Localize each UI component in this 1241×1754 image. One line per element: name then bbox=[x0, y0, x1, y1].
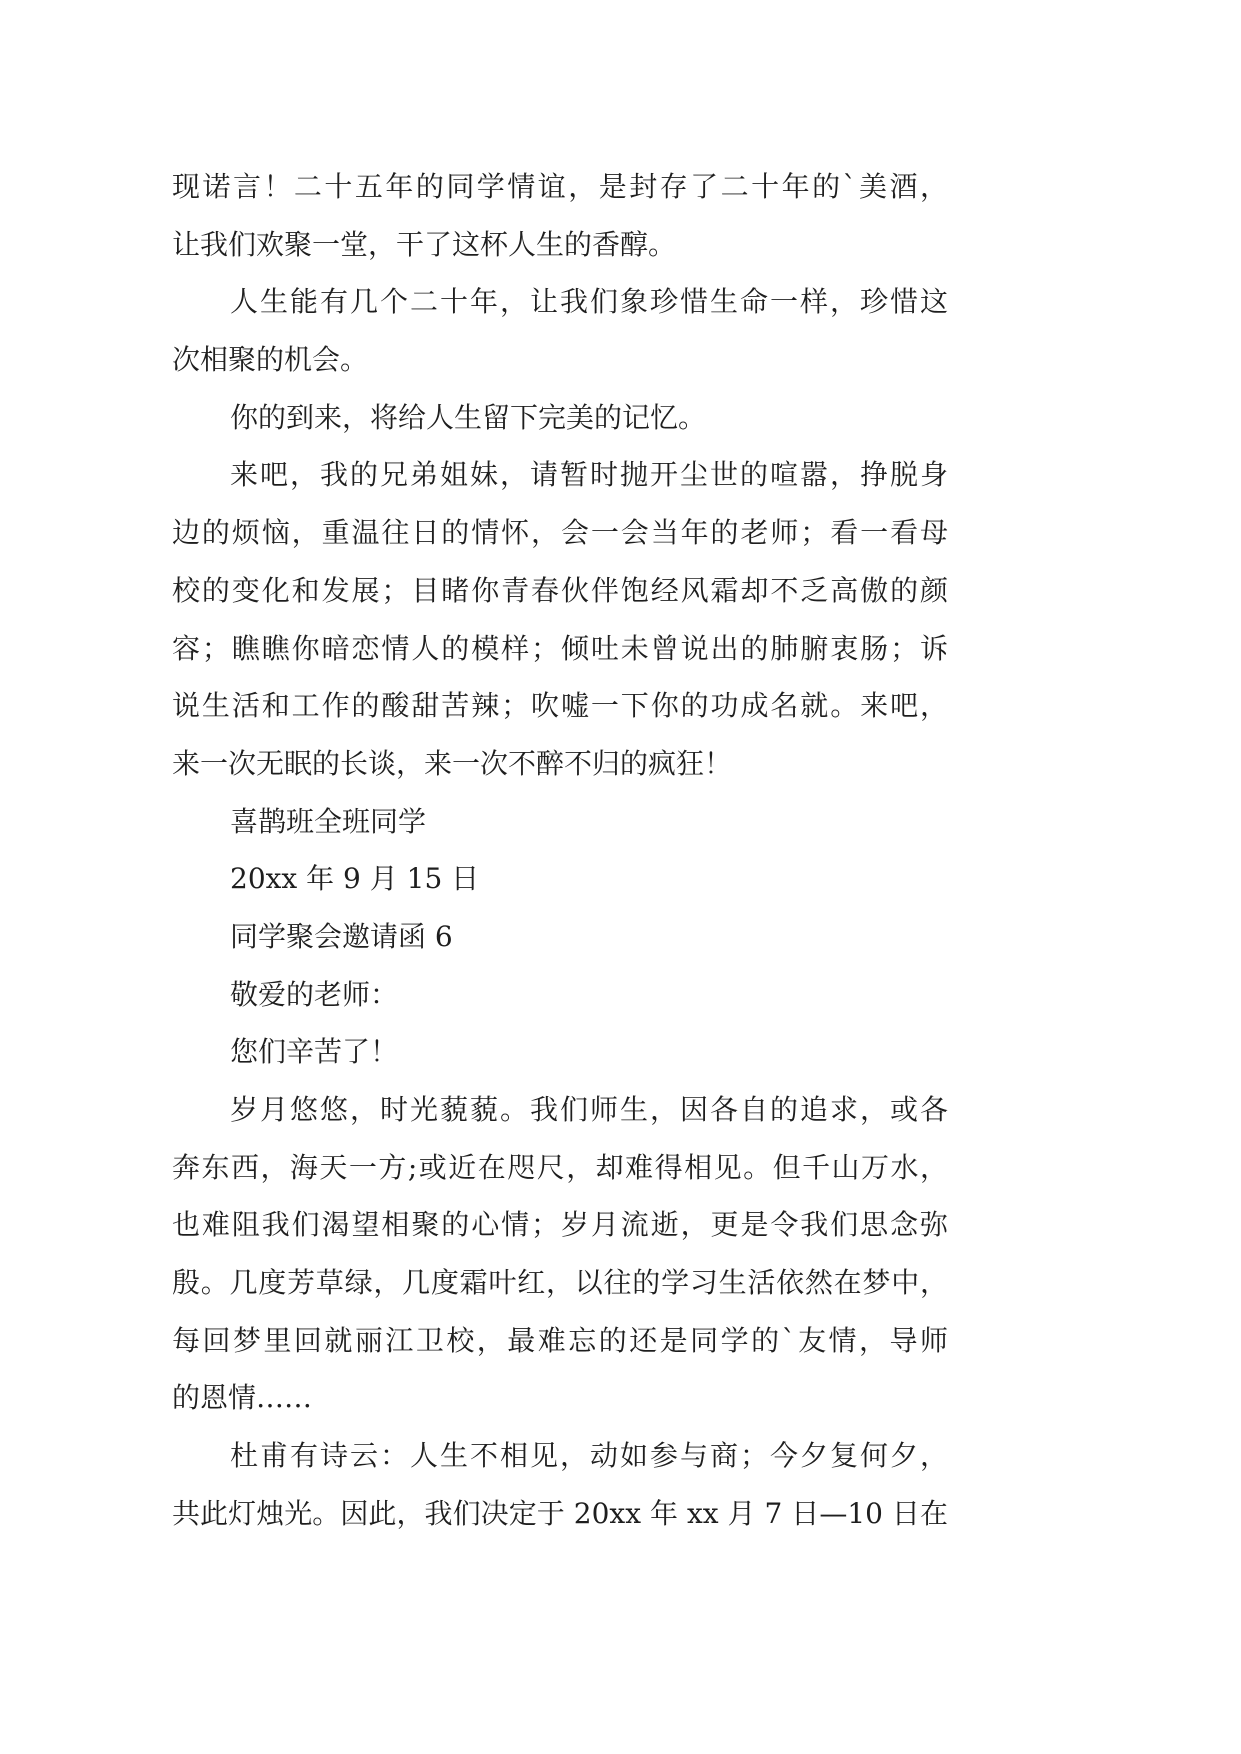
text-line: 殷。几度芳草绿，几度霜叶红，以往的学习生活依然在梦中， bbox=[172, 1266, 948, 1300]
text-line: 容；瞧瞧你暗恋情人的模样；倾吐未曾说出的肺腑衷肠；诉 bbox=[172, 631, 948, 665]
text-line: 每回梦里回就丽江卫校，最难忘的还是同学的`友情，导师 bbox=[172, 1323, 948, 1357]
document-body bbox=[172, 158, 948, 1543]
date-line bbox=[172, 850, 948, 908]
text-line: 校的变化和发展；目睹你青春伙伴饱经风霜却不乏高傲的颜 bbox=[172, 573, 948, 607]
letter-title bbox=[172, 908, 948, 966]
text-line: 喜鹊班全班同学 bbox=[230, 804, 427, 838]
text-line: 岁月悠悠，时光藐藐。我们师生，因各自的追求，或各 bbox=[230, 1093, 948, 1126]
text-line: 次相聚的机会。 bbox=[172, 343, 369, 377]
text-line: 的恩情…… bbox=[172, 1381, 313, 1415]
text-line: 来一次无眠的长谈，来一次不醉不归的疯狂！ bbox=[172, 746, 733, 780]
text-line: 人生能有几个二十年，让我们象珍惜生命一样，珍惜这 bbox=[230, 285, 948, 319]
text-line: 来吧，我的兄弟姐妹，请暂时抛开尘世的喧嚣，挣脱身 bbox=[230, 458, 948, 492]
text-line: 也难阻我们渴望相聚的心情；岁月流逝，更是令我们思念弥 bbox=[172, 1208, 948, 1242]
paragraph bbox=[172, 389, 948, 447]
text-line: 边的烦恼，重温往日的情怀，会一会当年的老师；看一看母 bbox=[172, 516, 948, 550]
text-line: 共此灯烛光。因此，我们决定于 20xx 年 xx 月 7 日—10 日在 bbox=[172, 1496, 948, 1530]
paragraph bbox=[172, 158, 948, 273]
text-line: 敬爱的老师： bbox=[230, 977, 399, 1011]
greeting bbox=[172, 1023, 948, 1081]
salutation bbox=[172, 966, 948, 1024]
text-line: 让我们欢聚一堂，干了这杯人生的香醇。 bbox=[172, 227, 677, 261]
text-line: 说生活和工作的酸甜苦辣；吹嘘一下你的功成名就。来吧， bbox=[172, 689, 948, 723]
text-line: 20xx 年 9 月 15 日 bbox=[230, 862, 480, 896]
paragraph bbox=[172, 1081, 948, 1427]
text-line: 您们辛苦了！ bbox=[230, 1035, 399, 1069]
text-line: 杜甫有诗云：人生不相见，动如参与商；今夕复何夕， bbox=[230, 1439, 948, 1473]
text-line: 现诺言！二十五年的同学情谊，是封存了二十年的`美酒， bbox=[172, 170, 948, 203]
text-line: 你的到来，将给人生留下完美的记忆。 bbox=[230, 400, 707, 434]
paragraph bbox=[172, 273, 948, 388]
paragraph bbox=[172, 446, 948, 792]
signature bbox=[172, 793, 948, 851]
text-line: 奔东西，海天一方;或近在咫尺，却难得相见。但千山万水， bbox=[172, 1150, 948, 1184]
paragraph bbox=[172, 1427, 948, 1542]
text-line: 同学聚会邀请函 6 bbox=[230, 919, 453, 953]
